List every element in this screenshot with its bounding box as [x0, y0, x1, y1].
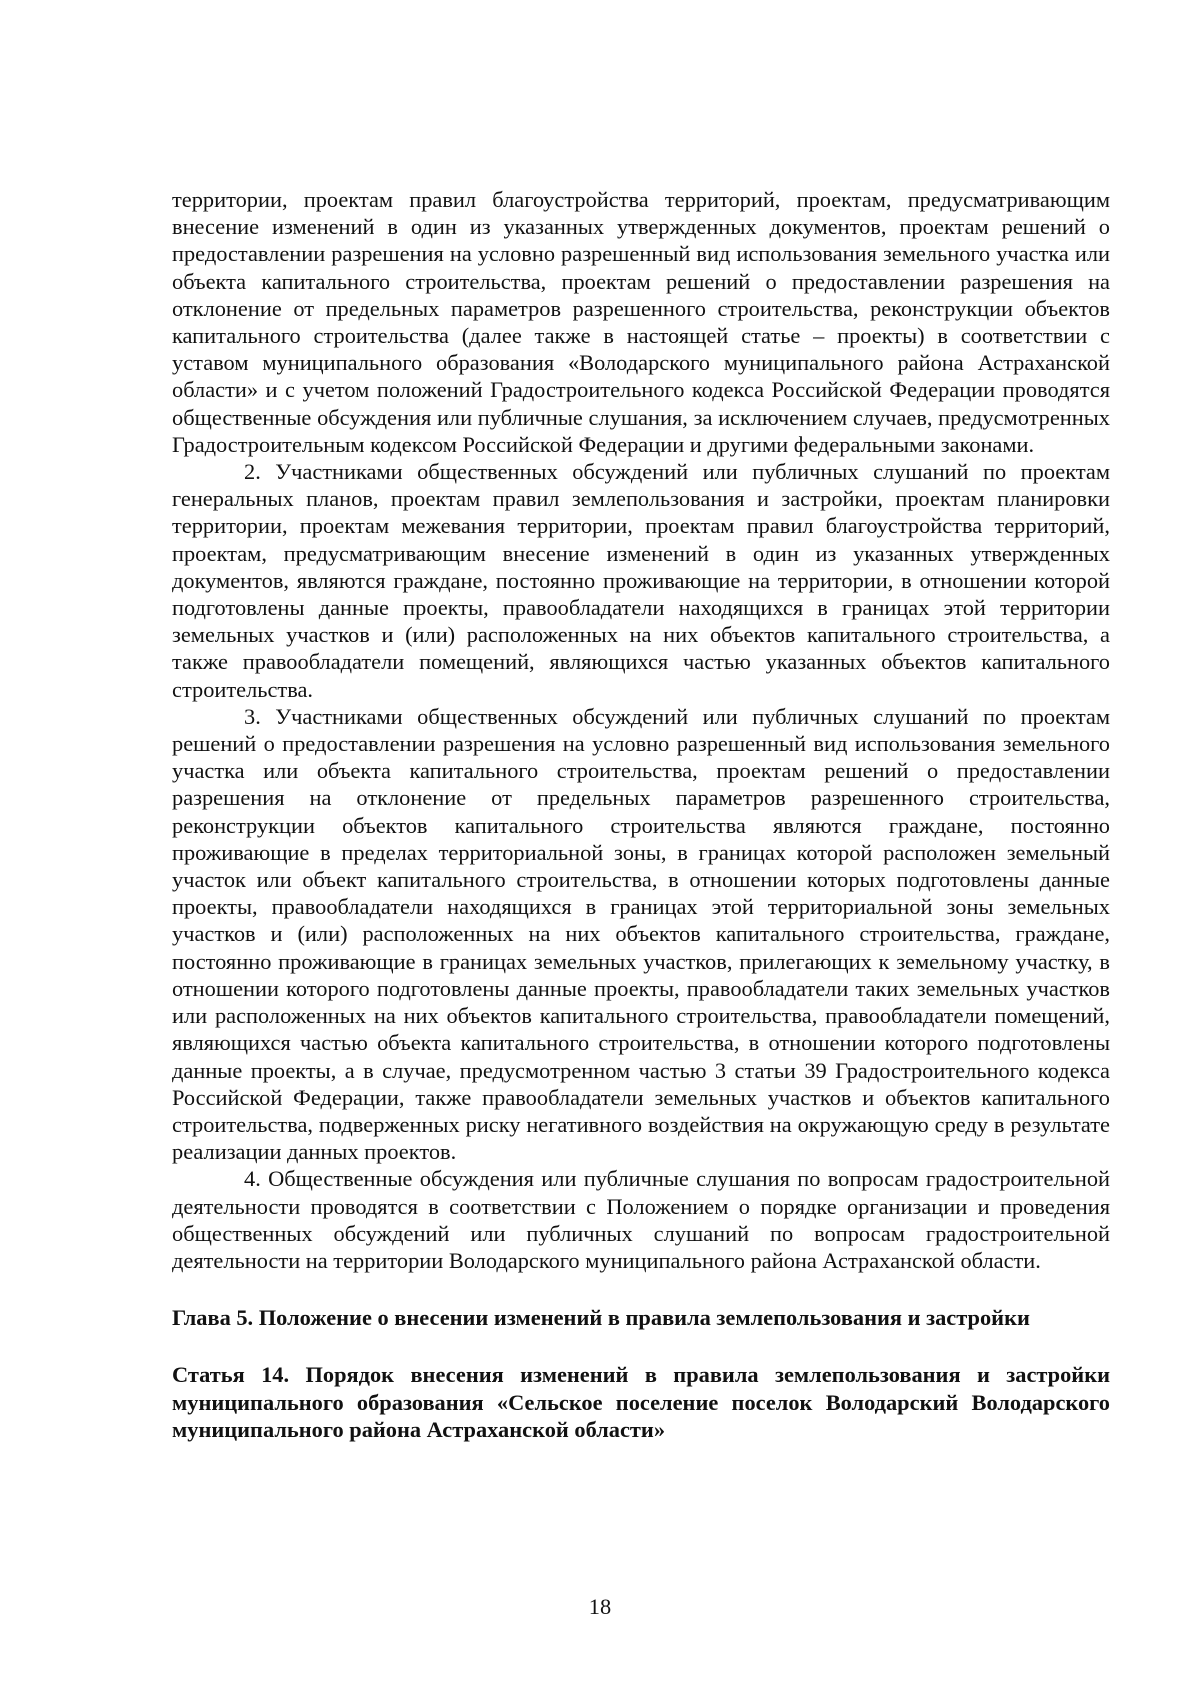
paragraph-continuation: территории, проектам правил благоустройства территорий, проектам, предусматривающим внесение изменений в один из указанных утвержденных документов, проектам решений о предоставлении разрешения на условно разрешенный вид использования земельного участка или объекта капитального строительства, проектам решений о предоставлении разрешения на отклонение от предельных параметров разрешенного строительства, реконструкции объектов капитального строительства (далее также в настоящей статье – проекты) в соответствии с уставом муниципального образования «Володарского муниципального района Астраханской области» и с учетом положений Градостроительного кодекса Российской Федерации проводятся общественные обсуждения или публичные слушания, за исключением случаев, предусмотренных Градостроительным кодексом Российской Федерации и другими федеральными законами.: [172, 187, 1110, 457]
paragraph-4: 4. Общественные обсуждения или публичные слушания по вопросам градостроительной деятельности проводятся в соответствии с Положением о порядке организации и проведения общественных обсуждений или публичных слушаний по вопросам градостроительной деятельности на территории Володарского муниципального района Астраханской области.: [172, 1166, 1110, 1273]
page-number: 18: [588, 1594, 612, 1619]
chapter-heading: Глава 5. Положение о внесении изменений в правила землепользования и застройки: [172, 1305, 1030, 1331]
paragraph-3: 3. Участниками общественных обсуждений или публичных слушаний по проектам решений о предоставлении разрешения на условно разрешенный вид использования земельного участка или объекта капитального строительства, проектам решений о предоставлении разрешения на отклонение от предельных параметров разрешенного строительства, реконструкции объектов капитального строительства являются граждане, постоянно проживающие в пределах территориальной зоны, в границах которой расположен земельный участок или объект капитального строительства, в отношении которых подготовлены данные проекты, правообладатели находящихся в границах этой территориальной зоны земельных участков и (или) расположенных на них объектов капитального строительства, граждане, постоянно проживающие в границах земельных участков, прилегающих к земельному участку, в отношении которого подготовлены данные проекты, правообладатели таких земельных участков или расположенных на них объектов капитального строительства, правообладатели помещений, являющихся частью объекта капитального строительства, в отношении которого подготовлены данные проекты, а в случае, предусмотренном частью 3 статьи 39 Градостроительного кодекса Российской Федерации, также правообладатели земельных участков и объектов капитального строительства, подверженных риску негативного воздействия на окружающую среду в результате реализации данных проектов.: [172, 703, 1110, 1165]
document-body: [172, 186, 1110, 1443]
article-heading: Статья 14. Порядок внесения изменений в правила землепользования и застройки муниципального образования «Сельское поселение поселок Володарский Володарского муниципального района Астраханской области»: [172, 1362, 1110, 1442]
paragraph-2: 2. Участниками общественных обсуждений или публичных слушаний по проектам генеральных планов, проектам правил землепользования и застройки, проектам планировки территории, проектам межевания территории, проектам правил благоустройства территорий, проектам, предусматривающим внесение изменений в один из указанных утвержденных документов, являются граждане, постоянно проживающие на территории, в отношении которой подготовлены данные проекты, правообладатели находящихся в границах этой территории земельных участков и (или) расположенных на них объектов капитального строительства, а также правообладатели помещений, являющихся частью указанных объектов капитального строительства.: [172, 459, 1110, 702]
